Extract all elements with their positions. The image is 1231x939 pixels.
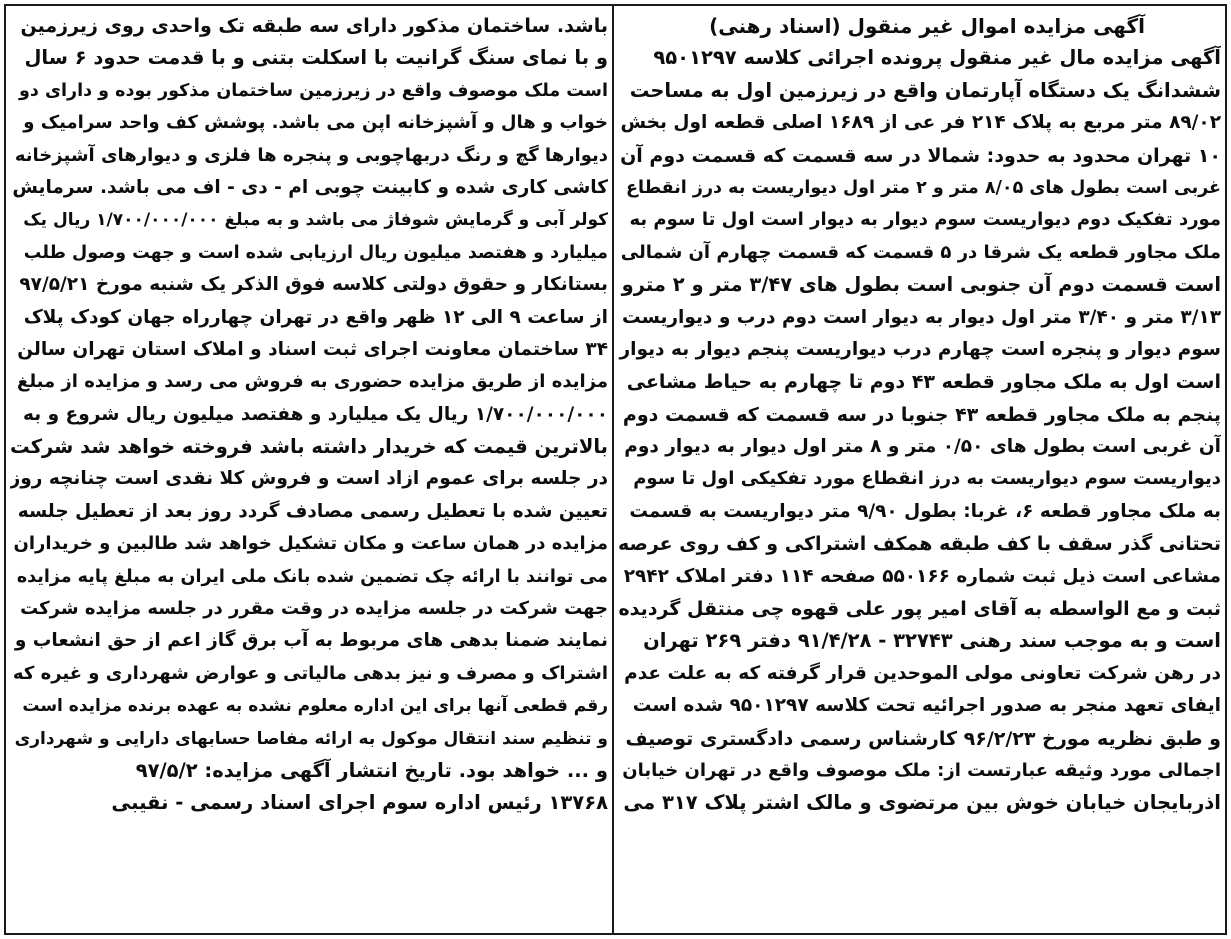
text-line: و طبق نظریه مورخ ۹۶/۲/۲۳ کارشناس رسمی دادگستری توصیف (625, 727, 1221, 750)
text-line: اجمالی مورد وثیقه عبارتست از: ملک موصوف واقع در تهران خیابان (622, 759, 1221, 781)
text-line: ۱۳۷۶۸ رئیس اداره سوم اجرای اسناد رسمی - نقیبی (111, 791, 608, 815)
text-line: کاشی کاری شده و کابینت چوبی ام - دی - اف می باشد. سرمایش (12, 176, 608, 198)
text-line: ۳۴ ساختمان معاونت اجرای ثبت اسناد و املاک استان تهران سالن (17, 338, 608, 360)
text-line: تعیین شده با تعطیل رسمی مصادف گردد روز بعد از تعطیل جلسه (17, 500, 608, 522)
text-line: آن غربی است بطول های ۰/۵۰ متر و ۸ متر اول دیوار به دیوار دوم (624, 436, 1221, 458)
text-line: در رهن شرکت تعاونی مولی الموحدین قرار گرفته که به علت عدم (624, 662, 1221, 684)
document-title: آگهی مزایده اموال غیر منقول (اسناد رهنی) (709, 14, 1145, 38)
text-line: و تنظیم سند انتقال موکول به ارائه مفاصا حسابهای دارایی و شهرداری (14, 728, 608, 749)
text-line: به ملک مجاور قطعه ۶، غربا: بطول ۹/۹۰ متر دیواریست به قسمت (629, 500, 1221, 522)
text-line: رقم قطعی آنها برای این اداره معلوم نشده به عهده برنده مزایده است (22, 696, 608, 717)
text-line: نمایند ضمنا بدهی های مربوط به آب برق گاز اعم از حق انشعاب و (14, 630, 608, 652)
right-column-body (618, 42, 1221, 819)
text-line: ۳/۱۳ متر و ۳/۴۰ متر اول دیوار به دیوار است دوم درب و دیواریست (622, 306, 1221, 328)
text-line: تحتانی گذر سقف با کف طبقه همکف اشتراکی و کف روی عرصه (618, 533, 1221, 556)
text-line: میلیارد و هفتصد میلیون ریال ارزیابی شده است و جهت وصول طلب (23, 242, 608, 263)
text-line: باشد. ساختمان مذکور دارای سه طبقه تک واحدی روی زیرزمین (20, 15, 608, 37)
text-line: ۸۹/۰۲ متر مربع به پلاک ۲۱۴ فر عی از ۱۶۸۹ اصلی قطعه اول بخش (620, 112, 1221, 134)
text-line: است و به موجب سند رهنی ۳۲۷۴۳ - ۹۱/۴/۲۸ دفتر ۲۶۹ تهران (643, 629, 1221, 653)
text-line: ۱/۷۰۰/۰۰۰/۰۰۰ ریال یک میلیارد و هفتصد میلیون ریال شروع و به (23, 403, 608, 425)
text-line: کولر آبی و گرمایش شوفاژ می باشد و به مبلغ ۱/۷۰۰/۰۰۰/۰۰۰ ریال یک (23, 210, 608, 231)
text-line: مزایده در همان ساعت و مکان تشکیل خواهد شد طالبین و خریداران (13, 533, 608, 555)
text-line: در جلسه برای عموم ازاد است و فروش کلا نقدی است چنانچه روز (10, 468, 608, 490)
text-line: و ... خواهد بود. تاریخ انتشار آگهی مزایده: ۹۷/۵/۲ (135, 758, 608, 782)
column-divider (612, 4, 614, 935)
text-line: اشتراک و مصرف و نیز بدهی مالیاتی و عوارض شهرداری و غیره که (12, 662, 608, 684)
text-line: از ساعت ۹ الی ۱۲ ظهر واقع در تهران چهارراه جهان کودک پلاک (23, 306, 608, 328)
text-line: مزایده از طریق مزایده حضوری به فروش می رسد و مزایده از مبلغ (17, 371, 608, 393)
text-line: ایفای تعهد منجر به صدور اجرائیه تحت کلاسه ۹۵۰۱۲۹۷ شده است (632, 695, 1221, 717)
text-line: مورد تفکیک دوم دیواریست سوم دیوار به دیوار است اول تا سوم به (629, 209, 1221, 231)
text-line: مشاعی است ذیل ثبت شماره ۵۵۰۱۶۶ صفحه ۱۱۴ دفتر املاک ۲۹۴۲ (623, 565, 1221, 587)
text-line: است ملک موصوف واقع در زیرزمین ساختمان مذکور بوده و دارای دو (19, 80, 608, 101)
text-line: ثبت و مع الواسطه به آقای امیر پور علی قهوه چی منتقل گردیده (618, 598, 1221, 621)
right-column (618, 10, 1221, 929)
text-line: است قسمت دوم آن جنوبی است بطول های ۳/۴۷ متر و ۲ مترو (621, 273, 1221, 297)
text-line: اذربایجان خیابان خوش بین مرتضوی و مالک اشتر پلاک ۳۱۷ می (623, 791, 1221, 815)
text-line: است اول به ملک مجاور قطعه ۴۳ دوم تا چهارم به حیاط مشاعی (626, 371, 1221, 394)
text-line: بستانکار و حقوق دولتی کلاسه فوق الذکر یک شنبه مورخ ۹۷/۵/۲۱ (19, 274, 608, 296)
left-column-body (10, 10, 608, 820)
text-line: دیوارها گچ و رنگ دربهاچوبی و پنجره ها فلزی و دیوارهای آشپزخانه (14, 144, 608, 166)
text-line: سوم دیوار و پنجره است چهارم درب دیواریست پنجم دیوار به دیوار (619, 338, 1221, 360)
text-line: ملک مجاور قطعه یک شرقا در ۵ قسمت که قسمت چهارم آن شمالی (620, 241, 1221, 263)
text-line: ششدانگ یک دستگاه آپارتمان واقع در زیرزمین اول به مساحت (629, 78, 1221, 102)
text-line: دیواریست سوم دیواریست به درز انقطاع مورد تفکیکی اول تا سوم (633, 468, 1221, 490)
text-line: ۱۰ تهران محدود به حدود: شمالا در سه قسمت که قسمت دوم آن (620, 144, 1221, 167)
text-line: بالاترین قیمت که خریدار داشته باشد فروخته خواهد شد شرکت (10, 435, 608, 459)
left-column (10, 10, 608, 929)
text-line: و با نمای سنگ گرانیت با اسکلت بتنی و با قدمت حدود ۶ سال (24, 46, 608, 70)
text-line: می توانند با ارائه چک تضمین شده بانک ملی ایران به مبلغ پایه مزایده (16, 566, 608, 587)
text-line: پنجم به ملک مجاور قطعه ۴۳ جنوبا در سه قسمت که قسمت دوم (622, 403, 1221, 426)
text-line: خواب و هال و آشپزخانه اپن می باشد. پوشش کف واحد سرامیک و (23, 112, 608, 134)
text-line: آگهی مزایده مال غیر منقول پرونده اجرائی کلاسه ۹۵۰۱۲۹۷ (653, 46, 1221, 70)
text-line: جهت شرکت در جلسه مزایده در وقت مقرر در جلسه مزایده شرکت (20, 598, 608, 620)
text-line: غربی است بطول های ۸/۰۵ متر و ۲ متر اول دیواریست به درز انقطاع (626, 177, 1221, 198)
